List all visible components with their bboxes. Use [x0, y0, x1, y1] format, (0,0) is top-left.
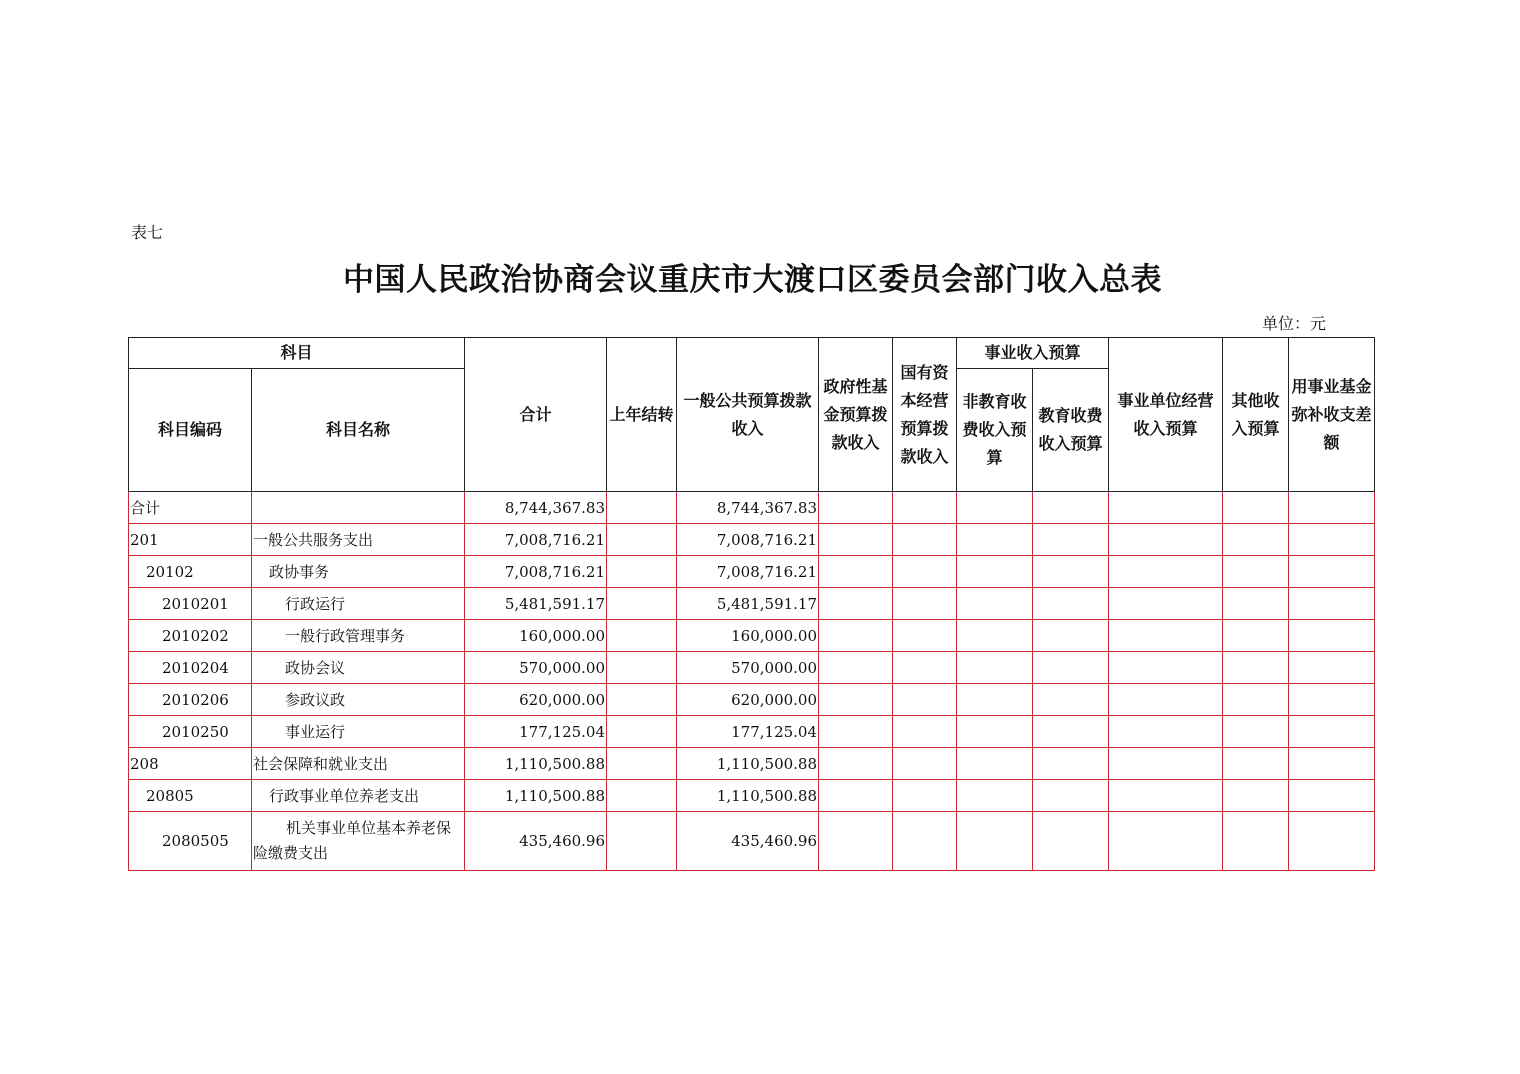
- row-general: 8,744,367.83: [677, 492, 819, 524]
- row-general: 5,481,591.17: [677, 588, 819, 620]
- row-general: 620,000.00: [677, 684, 819, 716]
- income-summary-table: [128, 337, 1375, 871]
- row-general: 160,000.00: [677, 620, 819, 652]
- table-row: [129, 556, 1375, 588]
- row-general: 435,460.96: [677, 812, 819, 871]
- row-name: 政协事务: [252, 556, 465, 588]
- header-business-income: 事业收入预算: [957, 338, 1109, 369]
- row-name: 行政运行: [252, 588, 465, 620]
- table-label: 表七: [131, 223, 164, 242]
- row-code: 2010201: [129, 588, 252, 620]
- row-general: 7,008,716.21: [677, 524, 819, 556]
- row-total: 177,125.04: [465, 716, 607, 748]
- header-total: 合计: [465, 338, 607, 492]
- row-name: [252, 492, 465, 524]
- table-row: [129, 812, 1375, 871]
- row-name: 政协会议: [252, 652, 465, 684]
- row-general: 1,110,500.88: [677, 748, 819, 780]
- row-code: 20805: [129, 780, 252, 812]
- row-name: 一般公共服务支出: [252, 524, 465, 556]
- row-general: 177,125.04: [677, 716, 819, 748]
- row-code: 2010250: [129, 716, 252, 748]
- row-code: 2080505: [129, 812, 252, 871]
- row-code: 2010202: [129, 620, 252, 652]
- table-row: [129, 588, 1375, 620]
- table-row: [129, 684, 1375, 716]
- header-fund-offset: 用事业基金弥补收支差额: [1289, 338, 1375, 492]
- unit-label: 单位：元: [1262, 314, 1327, 333]
- row-code: 合计: [129, 492, 252, 524]
- header-state-capital: 国有资本经营预算拨款收入: [893, 338, 957, 492]
- table-row: [129, 620, 1375, 652]
- table-row: [129, 780, 1375, 812]
- row-total: 620,000.00: [465, 684, 607, 716]
- row-name: 行政事业单位养老支出: [252, 780, 465, 812]
- row-general: 570,000.00: [677, 652, 819, 684]
- row-name: 一般行政管理事务: [252, 620, 465, 652]
- row-total: 7,008,716.21: [465, 556, 607, 588]
- row-code: 201: [129, 524, 252, 556]
- row-name: 机关事业单位基本养老保险缴费支出: [252, 812, 465, 871]
- row-total: 1,110,500.88: [465, 748, 607, 780]
- row-name: 事业运行: [252, 716, 465, 748]
- table-row: [129, 652, 1375, 684]
- header-subject-code: 科目编码: [129, 369, 252, 492]
- row-total: 160,000.00: [465, 620, 607, 652]
- row-total: 5,481,591.17: [465, 588, 607, 620]
- table-row: [129, 748, 1375, 780]
- row-general: 7,008,716.21: [677, 556, 819, 588]
- table-row: [129, 492, 1375, 524]
- header-subject-name: 科目名称: [252, 369, 465, 492]
- row-code: 20102: [129, 556, 252, 588]
- row-total: 7,008,716.21: [465, 524, 607, 556]
- table-row: [129, 524, 1375, 556]
- row-total: 570,000.00: [465, 652, 607, 684]
- header-other: 其他收入预算: [1223, 338, 1289, 492]
- header-carryover: 上年结转: [607, 338, 677, 492]
- table-row: [129, 716, 1375, 748]
- document-title: 中国人民政治协商会议重庆市大渡口区委员会部门收入总表: [343, 262, 1162, 298]
- row-total: 1,110,500.88: [465, 780, 607, 812]
- row-code: 2010206: [129, 684, 252, 716]
- header-gov-fund: 政府性基金预算拨款收入: [819, 338, 893, 492]
- header-non-edu: 非教育收费收入预算: [957, 369, 1033, 492]
- row-code: 208: [129, 748, 252, 780]
- row-name: 社会保障和就业支出: [252, 748, 465, 780]
- row-total: 435,460.96: [465, 812, 607, 871]
- row-name: 参政议政: [252, 684, 465, 716]
- header-edu: 教育收费收入预算: [1033, 369, 1109, 492]
- header-subject: 科目: [129, 338, 465, 369]
- header-general-budget: 一般公共预算拨款收入: [677, 338, 819, 492]
- row-total: 8,744,367.83: [465, 492, 607, 524]
- row-general: 1,110,500.88: [677, 780, 819, 812]
- row-code: 2010204: [129, 652, 252, 684]
- header-operating: 事业单位经营收入预算: [1109, 338, 1223, 492]
